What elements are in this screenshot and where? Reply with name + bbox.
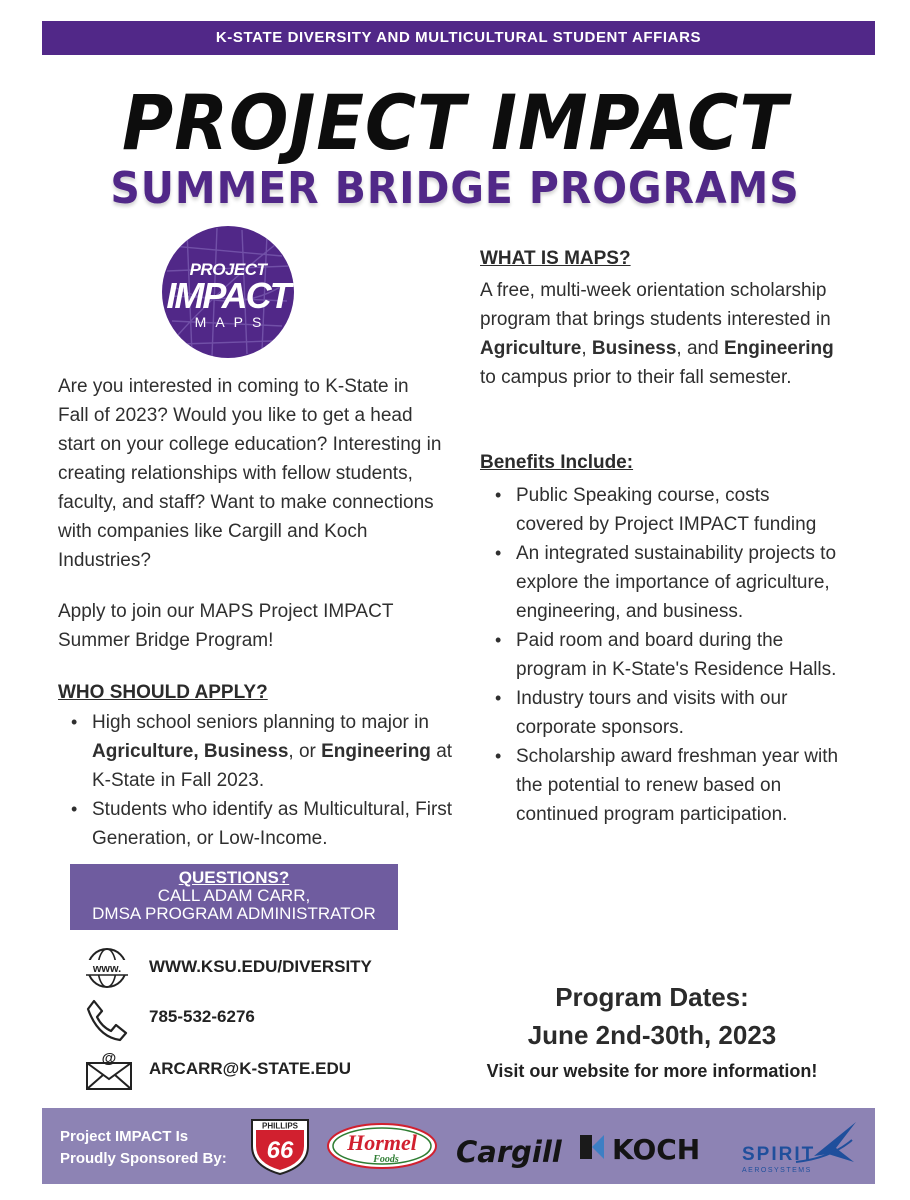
svg-text:PHILLIPS: PHILLIPS <box>261 1121 299 1131</box>
svg-text:Foods: Foods <box>373 1154 399 1165</box>
hormel-foods-logo <box>326 1122 438 1170</box>
questions-box <box>70 864 398 930</box>
questions-heading: QUESTIONS? <box>178 868 290 887</box>
list-item: • High school seniors planning to major in Agriculture, Business, or Engineering at K-State in Fall 2023. <box>58 708 453 795</box>
apply-paragraph: Apply to join our MAPS Project IMPACT Summer Bridge Program! <box>58 601 394 651</box>
list-item: • Paid room and board during the program in K-State's Residence Halls. <box>482 626 842 684</box>
svg-text:Hormel: Hormel <box>347 1130 417 1155</box>
department-banner: K-STATE DIVERSITY AND MULTICULTURAL STUDENT AFFIARS <box>42 21 875 55</box>
email-icon <box>84 1049 134 1091</box>
svg-text:@: @ <box>101 1050 117 1067</box>
logo-line-impact: IMPACT <box>166 275 290 316</box>
svg-text:AEROSYSTEMS: AEROSYSTEMS <box>742 1167 812 1174</box>
koch-logo <box>578 1130 728 1164</box>
svg-text:KOCH: KOCH <box>612 1133 701 1164</box>
email-address[interactable]: ARCARR@K-STATE.EDU <box>149 1059 351 1078</box>
list-item: • Scholarship award freshman year with the potential to renew based on continued program participation. <box>482 742 842 829</box>
list-item: • An integrated sustainability projects to explore the importance of agriculture, engineering, and business. <box>482 539 842 626</box>
what-is-maps-paragraph: A free, multi-week orientation scholarship program that brings students interested in Agriculture, Business, and Engineering to campus prior to their fall semester. <box>480 280 834 388</box>
contact-email[interactable] <box>84 1049 444 1089</box>
contact-phone[interactable] <box>84 997 444 1037</box>
who-should-apply-heading: WHO SHOULD APPLY? <box>58 682 268 703</box>
website-link[interactable]: WWW.KSU.EDU/DIVERSITY <box>149 957 372 976</box>
page-title: PROJECT IMPACT <box>122 78 788 167</box>
phone-number[interactable]: 785-532-6276 <box>149 1007 255 1026</box>
list-item: • Public Speaking course, costs covered by Project IMPACT funding <box>482 481 842 539</box>
sponsor-footer <box>42 1108 875 1184</box>
questions-line-2: DMSA PROGRAM ADMINISTRATOR <box>92 904 376 923</box>
benefits-list <box>482 481 842 829</box>
page-subtitle: SUMMER BRIDGE PROGRAMS <box>110 163 800 214</box>
logo-line-maps: MAPS <box>194 314 271 330</box>
globe-www-icon <box>84 947 130 989</box>
svg-text:SPIRIT: SPIRIT <box>742 1144 816 1165</box>
cargill-logo <box>452 1128 562 1172</box>
benefits-heading: Benefits Include: <box>480 452 634 473</box>
who-should-apply-list <box>58 708 453 853</box>
what-is-maps-heading: WHAT IS MAPS? <box>480 248 631 269</box>
list-item: • Industry tours and visits with our corporate sponsors. <box>482 684 842 742</box>
svg-text:66: 66 <box>266 1137 294 1164</box>
svg-text:Cargill: Cargill <box>456 1135 562 1169</box>
logo-line-project: PROJECT <box>189 260 267 279</box>
program-dates-label: Program Dates: <box>555 982 749 1012</box>
intro-paragraph: Are you interested in coming to K-State in Fall of 2023? Would you like to get a head start on your college education? Interesting in creating relationships with fellow students, faculty, and staff? Want to make connections with companies like Cargill and Koch Industries? <box>58 376 442 571</box>
visit-website-text: Visit our website for more information! <box>486 1061 818 1081</box>
phillips-66-logo <box>248 1116 312 1176</box>
spirit-aerosystems-logo <box>736 1118 862 1176</box>
project-impact-maps-logo <box>162 226 294 358</box>
contact-website[interactable] <box>84 947 444 987</box>
list-item: • Students who identify as Multicultural, First Generation, or Low-Income. <box>58 795 453 853</box>
program-dates-range: June 2nd-30th, 2023 <box>527 1020 777 1050</box>
sponsor-label: Project IMPACT Is Proudly Sponsored By: <box>60 1128 227 1167</box>
questions-line-1: CALL ADAM CARR, <box>157 886 311 905</box>
svg-text:www.: www. <box>92 963 122 975</box>
phone-icon <box>84 997 130 1043</box>
program-dates <box>452 978 852 1054</box>
